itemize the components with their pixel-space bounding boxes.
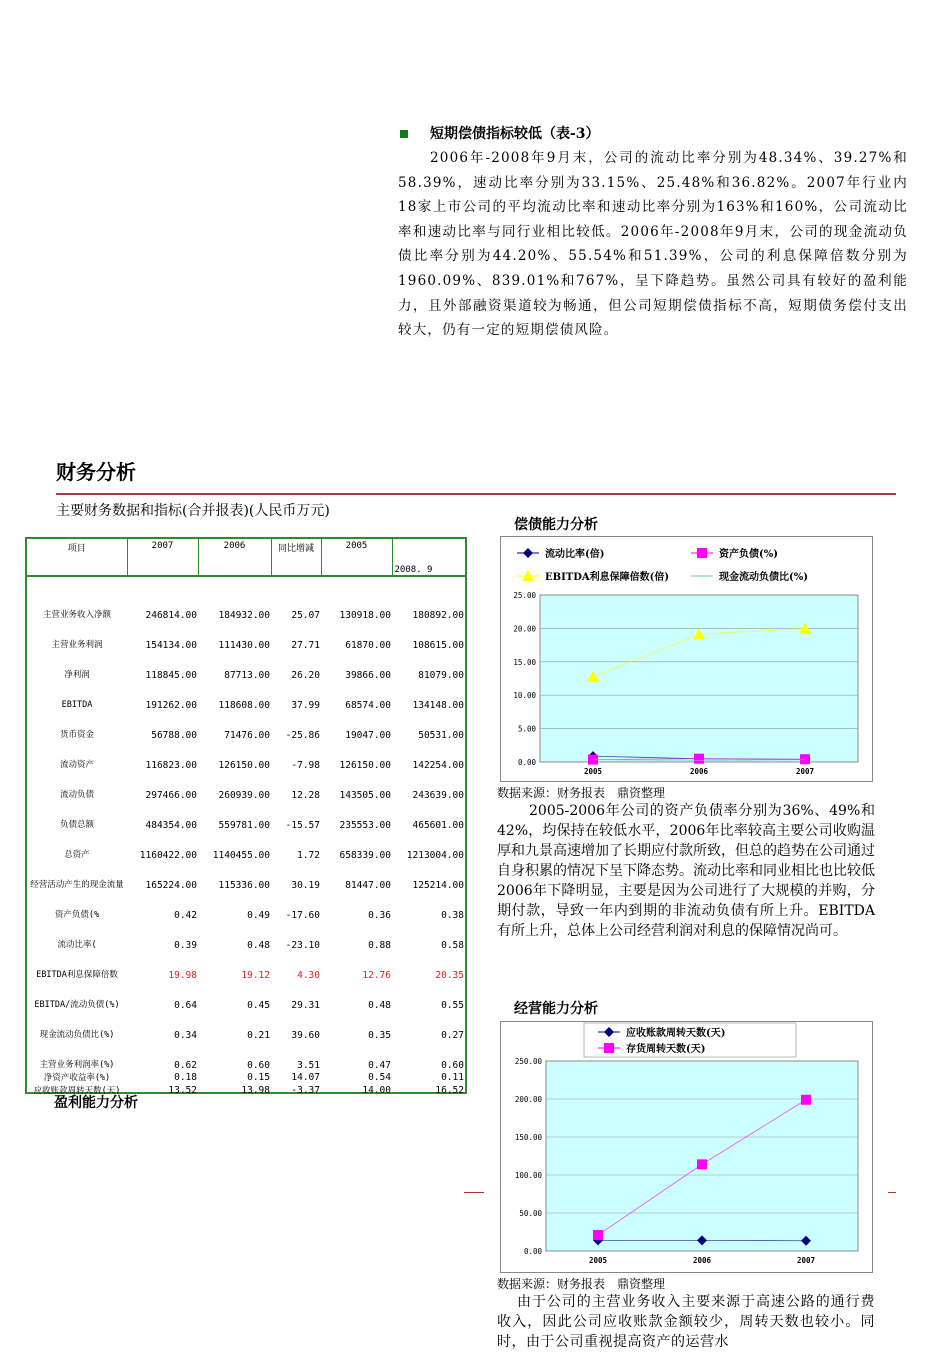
table-cell: 1.72 <box>271 831 321 861</box>
table-header-row <box>27 539 465 576</box>
section-title: 财务分析 <box>56 456 136 485</box>
table-cell: 26.20 <box>271 651 321 681</box>
table-cell: 0.27 <box>392 1011 465 1041</box>
table-cell: 19047.00 <box>321 711 392 741</box>
table-cell: 559781.00 <box>198 801 271 831</box>
table-cell: 0.18 <box>127 1071 198 1084</box>
table-cell: 56788.00 <box>127 711 198 741</box>
table-row <box>27 621 465 651</box>
source-note: 数据来源：财务报表 鼎资整理 <box>497 784 665 801</box>
short-term-paragraph: 2006年-2008年9月末，公司的流动比率分别为48.34%、39.27%和58.39%，速动比率分别为33.15%、25.48%和36.82%。2007年行业内18家上市公司的平均流动比率和速动比率分别为163%和160%，公司流动比率和速动比率与同行业相比较低。2006年-2008年9月末，公司的现金流动负债比率分别为44.20%、55.54%和51.39%，公司的利息保障倍数分别为1960.09%、839.01%和767%，呈下降趋势。虽然公司具有较好的盈利能力，且外部融资渠道较为畅通，但公司短期偿债指标不高，短期债务偿付支出较大，仍有一定的短期偿债风险。 <box>398 146 908 343</box>
table-cell: -15.57 <box>271 801 321 831</box>
row-label: 资产负债(% <box>27 891 127 921</box>
table-cell: 3.51 <box>271 1041 321 1071</box>
row-label: 主营业务利润 <box>27 621 127 651</box>
table-cell: 29.31 <box>271 981 321 1011</box>
table-caption: 主要财务数据和指标(合并报表)(人民币万元) <box>56 500 330 520</box>
table-cell: 0.38 <box>392 891 465 921</box>
section-divider <box>56 493 896 495</box>
table-cell: 180892.00 <box>392 591 465 621</box>
table-cell: 13.52 <box>127 1084 198 1097</box>
table-row <box>27 831 465 861</box>
plot-area <box>546 1061 858 1251</box>
table-cell: 0.58 <box>392 921 465 951</box>
table-cell: -3.37 <box>271 1084 321 1097</box>
legend-marker <box>604 1043 614 1053</box>
table-row <box>27 861 465 891</box>
table-cell: 165224.00 <box>127 861 198 891</box>
table-cell: 39866.00 <box>321 651 392 681</box>
y-tick-label: 150.00 <box>515 1133 543 1142</box>
financial-table-frame <box>25 537 467 1094</box>
table-cell: 0.55 <box>392 981 465 1011</box>
table-cell: -17.60 <box>271 891 321 921</box>
table-cell: 12.76 <box>321 951 392 981</box>
table-row <box>27 921 465 951</box>
y-tick-label: 200.00 <box>515 1095 543 1104</box>
row-label: 流动负债 <box>27 771 127 801</box>
table-cell: 118845.00 <box>127 651 198 681</box>
table-row <box>27 651 465 681</box>
data-point <box>800 754 810 764</box>
row-label: 净资产收益率(%) <box>27 1071 127 1084</box>
row-label: 主营业务利润率(%) <box>27 1041 127 1071</box>
data-point <box>593 1230 603 1240</box>
table-row <box>27 951 465 981</box>
x-tick-label: 2005 <box>584 767 602 776</box>
debt-chart-svg <box>501 537 872 781</box>
x-tick-label: 2005 <box>589 1256 607 1265</box>
debt-analysis-paragraph: 2005-2006年公司的资产负债率分别为36%、49%和42%，均保持在较低水平，2006年比率较高主要公司收购温厚和九景高速增加了长期应付款所致，但总的趋势在公司通过自身积累的情况下呈下降态势。流动比率和同业相比也比较低2006年下降明显，主要是因为公司进行了大规模的并购，分期付款，导致一年内到期的非流动负债有所上升。EBITDA有所上升，总体上公司经营利润对利息的保障情况尚可。 <box>497 801 875 941</box>
data-point <box>694 754 704 764</box>
table-cell: 81079.00 <box>392 651 465 681</box>
row-label: 净利润 <box>27 651 127 681</box>
row-label: 应收账款周转天数(天) <box>27 1084 127 1097</box>
table-cell: 0.54 <box>321 1071 392 1084</box>
legend-marker <box>523 548 533 558</box>
table-header-cell: 2007 <box>127 539 198 576</box>
table-cell: 50531.00 <box>392 711 465 741</box>
table-cell: 37.99 <box>271 681 321 711</box>
table-cell: 68574.00 <box>321 681 392 711</box>
row-label: 流动资产 <box>27 741 127 771</box>
table-cell: 0.36 <box>321 891 392 921</box>
table-cell: 1140455.00 <box>198 831 271 861</box>
table-cell: 0.15 <box>198 1071 271 1084</box>
table-row <box>27 711 465 741</box>
legend-label: 资产负债(%) <box>719 547 778 560</box>
table-cell: 0.60 <box>392 1041 465 1071</box>
y-tick-label: 0.00 <box>524 1247 543 1256</box>
table-row <box>27 591 465 621</box>
row-label: 现金流动负债比(%) <box>27 1011 127 1041</box>
table-cell: 0.35 <box>321 1011 392 1041</box>
table-cell: 125214.00 <box>392 861 465 891</box>
table-cell: 0.64 <box>127 981 198 1011</box>
table-cell: 1160422.00 <box>127 831 198 861</box>
table-cell: 0.48 <box>321 981 392 1011</box>
table-header-cell: 2005 <box>321 539 392 576</box>
table-cell: 87713.00 <box>198 651 271 681</box>
y-tick-label: 15.00 <box>513 658 536 667</box>
table-cell: 0.42 <box>127 891 198 921</box>
row-label: 经营活动产生的现金流量 <box>27 861 127 891</box>
table-cell: 154134.00 <box>127 621 198 651</box>
table-cell: 297466.00 <box>127 771 198 801</box>
y-tick-label: 10.00 <box>513 691 536 700</box>
row-label: EBITDA <box>27 681 127 711</box>
x-tick-label: 2007 <box>797 1256 815 1265</box>
table-cell: 14.00 <box>321 1084 392 1097</box>
table-cell: 246814.00 <box>127 591 198 621</box>
table-cell: 658339.00 <box>321 831 392 861</box>
debt-chart <box>500 536 873 782</box>
legend-label: 应收账款周转天数(天) <box>626 1026 725 1039</box>
x-tick-label: 2006 <box>690 767 709 776</box>
table-cell: 0.11 <box>392 1071 465 1084</box>
table-row <box>27 771 465 801</box>
table-cell: 39.60 <box>271 1011 321 1041</box>
table-cell: 118608.00 <box>198 681 271 711</box>
bullet-square-icon <box>400 130 408 138</box>
row-label: EBITDA/流动负债(%) <box>27 981 127 1011</box>
ops-chart <box>500 1021 873 1273</box>
table-row <box>27 681 465 711</box>
table-cell: 30.19 <box>271 861 321 891</box>
table-cell: 111430.00 <box>198 621 271 651</box>
legend-label: 存货周转天数(天) <box>626 1042 705 1055</box>
table-cell: 13.98 <box>198 1084 271 1097</box>
table-cell: 27.71 <box>271 621 321 651</box>
y-tick-label: 50.00 <box>519 1209 542 1218</box>
plot-area <box>540 595 858 762</box>
divider-mark <box>464 1192 484 1193</box>
table-cell: 0.88 <box>321 921 392 951</box>
y-tick-label: 20.00 <box>513 624 536 633</box>
table-row <box>27 741 465 771</box>
divider-mark <box>888 1192 896 1193</box>
row-label: EBITDA利息保障倍数 <box>27 951 127 981</box>
table-cell: 191262.00 <box>127 681 198 711</box>
table-spacer-row <box>27 576 465 591</box>
table-row <box>27 1011 465 1041</box>
table-header-cell: 2006 <box>198 539 271 576</box>
data-point <box>801 1095 811 1105</box>
table-cell: 4.30 <box>271 951 321 981</box>
table-cell: 0.39 <box>127 921 198 951</box>
table-cell: 142254.00 <box>392 741 465 771</box>
table-cell: 115336.00 <box>198 861 271 891</box>
short-term-heading-text: 短期偿债指标较低（表-3） <box>430 126 600 142</box>
table-cell: -25.86 <box>271 711 321 741</box>
table-cell: 235553.00 <box>321 801 392 831</box>
table-row <box>27 1041 465 1071</box>
y-tick-label: 5.00 <box>518 725 537 734</box>
row-label: 总资产 <box>27 831 127 861</box>
row-label: 流动比率( <box>27 921 127 951</box>
table-cell: 126150.00 <box>321 741 392 771</box>
table-cell: 1213004.00 <box>392 831 465 861</box>
data-point <box>697 1159 707 1169</box>
table-cell: 14.07 <box>271 1071 321 1084</box>
table-cell: 484354.00 <box>127 801 198 831</box>
table-cell: 134148.00 <box>392 681 465 711</box>
row-label: 主营业务收入净额 <box>27 591 127 621</box>
table-row <box>27 981 465 1011</box>
table-cell: 465601.00 <box>392 801 465 831</box>
table-cell: 116823.00 <box>127 741 198 771</box>
table-cell: 19.12 <box>198 951 271 981</box>
table-cell: 0.60 <box>198 1041 271 1071</box>
table-cell: 243639.00 <box>392 771 465 801</box>
table-cell: 0.21 <box>198 1011 271 1041</box>
row-label: 负债总额 <box>27 801 127 831</box>
table-cell: -7.98 <box>271 741 321 771</box>
table-cell: 260939.00 <box>198 771 271 801</box>
row-label: 货币资金 <box>27 711 127 741</box>
legend-label: EBITDA利息保障倍数(倍) <box>545 570 669 583</box>
short-term-heading <box>398 122 908 146</box>
short-term-section <box>398 122 908 343</box>
table-cell: 25.07 <box>271 591 321 621</box>
table-cell: -23.10 <box>271 921 321 951</box>
table-cell: 71476.00 <box>198 711 271 741</box>
debt-chart-title: 偿债能力分析 <box>514 514 598 534</box>
financial-table <box>27 539 465 1097</box>
ops-analysis-paragraph: 由于公司的主营业务收入主要来源于高速公路的通行费收入，因此公司应收账款金额较少，周转天数也较小。同时，由于公司重视提高资产的运营水 <box>497 1292 875 1352</box>
table-cell: 0.34 <box>127 1011 198 1041</box>
table-header-cell: 同比增减 <box>271 539 321 576</box>
table-cell: 108615.00 <box>392 621 465 651</box>
table-header-cell: 2008. 9 <box>392 539 465 576</box>
table-cell: 61870.00 <box>321 621 392 651</box>
y-tick-label: 0.00 <box>518 758 537 767</box>
table-cell: 20.35 <box>392 951 465 981</box>
legend-label: 流动比率(倍) <box>545 547 604 560</box>
table-header-cell: 项目 <box>27 539 127 576</box>
y-tick-label: 25.00 <box>513 591 536 600</box>
table-cell: 0.45 <box>198 981 271 1011</box>
y-tick-label: 100.00 <box>515 1171 543 1180</box>
table-cell: 0.48 <box>198 921 271 951</box>
table-cell: 130918.00 <box>321 591 392 621</box>
source-note: 数据来源：财务报表 鼎资整理 <box>497 1275 665 1292</box>
x-tick-label: 2007 <box>796 767 814 776</box>
table-cell: 0.49 <box>198 891 271 921</box>
ops-chart-svg <box>501 1022 872 1272</box>
table-cell: 12.28 <box>271 771 321 801</box>
y-tick-label: 250.00 <box>515 1057 543 1066</box>
table-row <box>27 891 465 921</box>
table-cell: 0.62 <box>127 1041 198 1071</box>
table-row <box>27 1071 465 1084</box>
table-cell: 126150.00 <box>198 741 271 771</box>
profit-analysis-title: 盈利能力分析 <box>54 1092 138 1112</box>
legend-label: 现金流动负债比(%) <box>718 570 808 583</box>
table-cell: 16.52 <box>392 1084 465 1097</box>
table-cell: 19.98 <box>127 951 198 981</box>
x-tick-label: 2006 <box>693 1256 712 1265</box>
table-cell: 0.47 <box>321 1041 392 1071</box>
ops-chart-title: 经营能力分析 <box>514 998 598 1018</box>
table-cell: 184932.00 <box>198 591 271 621</box>
table-cell: 81447.00 <box>321 861 392 891</box>
legend-marker <box>697 548 707 558</box>
table-row <box>27 801 465 831</box>
table-cell: 143505.00 <box>321 771 392 801</box>
